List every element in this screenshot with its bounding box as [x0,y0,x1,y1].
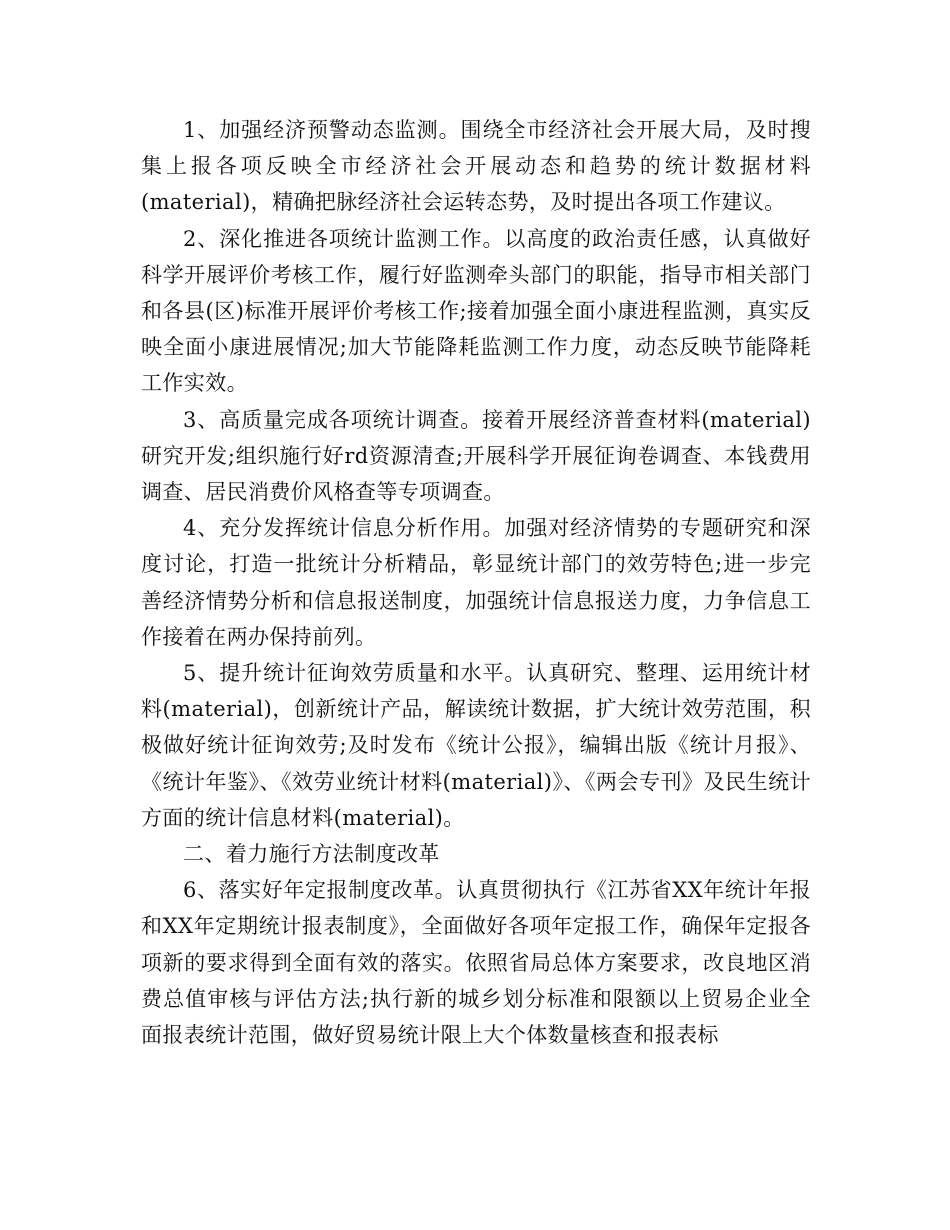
paragraph-item-2: 2、深化推进各项统计监测工作。以高度的政治责任感，认真做好科学开展评价考核工作，履行好监测牵头部门的职能，指导市相关部门和各县(区)标准开展评价考核工作;接着加强全面小康进程监测，真实反映全面小康进展情况;加大节能降耗监测工作力度，动态反映节能降耗工作实效。 [141,226,811,396]
paragraph-item-6: 6、落实好年定报制度改革。认真贯彻执行《江苏省XX年统计年报和XX年定期统计报表制度》，全面做好各项年定报工作，确保年定报各项新的要求得到全面有效的落实。依照省局总体方案要求，改良地区消费总值审核与评估方法;执行新的城乡划分标准和限额以上贸易企业全面报表统计范围，做好贸易统计限上大个体数量核查和报表标 [141,878,811,1048]
section-heading: 二、着力施行方法制度改革 [183,842,440,867]
paragraph-item-5: 5、提升统计征询效劳质量和水平。认真研究、整理、运用统计材料(material)，创新统计产品，解读统计数据，扩大统计效劳范围，积极做好统计征询效劳;及时发布《统计公报》，编辑出版《统计月报》、《统计年鉴》、《效劳业统计材料(material)》、《两会专刊》及民生统计方面的统计信息材料(material)。 [141,661,811,830]
document-body [141,112,811,1053]
paragraph-item-1: 1、加强经济预警动态监测。围绕全市经济社会开展大局，及时搜集上报各项反映全市经济社会开展动态和趋势的统计数据材料(material)，精确把脉经济社会运转态势，及时提出各项工作建议。 [141,118,811,215]
paragraph-item-3: 3、高质量完成各项统计调查。接着开展经济普查材料(material)研究开发;组织施行好rd资源清查;开展科学开展征询卷调查、本钱费用调查、居民消费价风格查等专项调查。 [141,407,811,505]
paragraph-item-4: 4、充分发挥统计信息分析作用。加强对经济情势的专题研究和深度讨论，打造一批统计分析精品，彰显统计部门的效劳特色;进一步完善经济情势分析和信息报送制度，加强统计信息报送力度，力争信息工作接着在两办保持前列。 [141,516,811,649]
